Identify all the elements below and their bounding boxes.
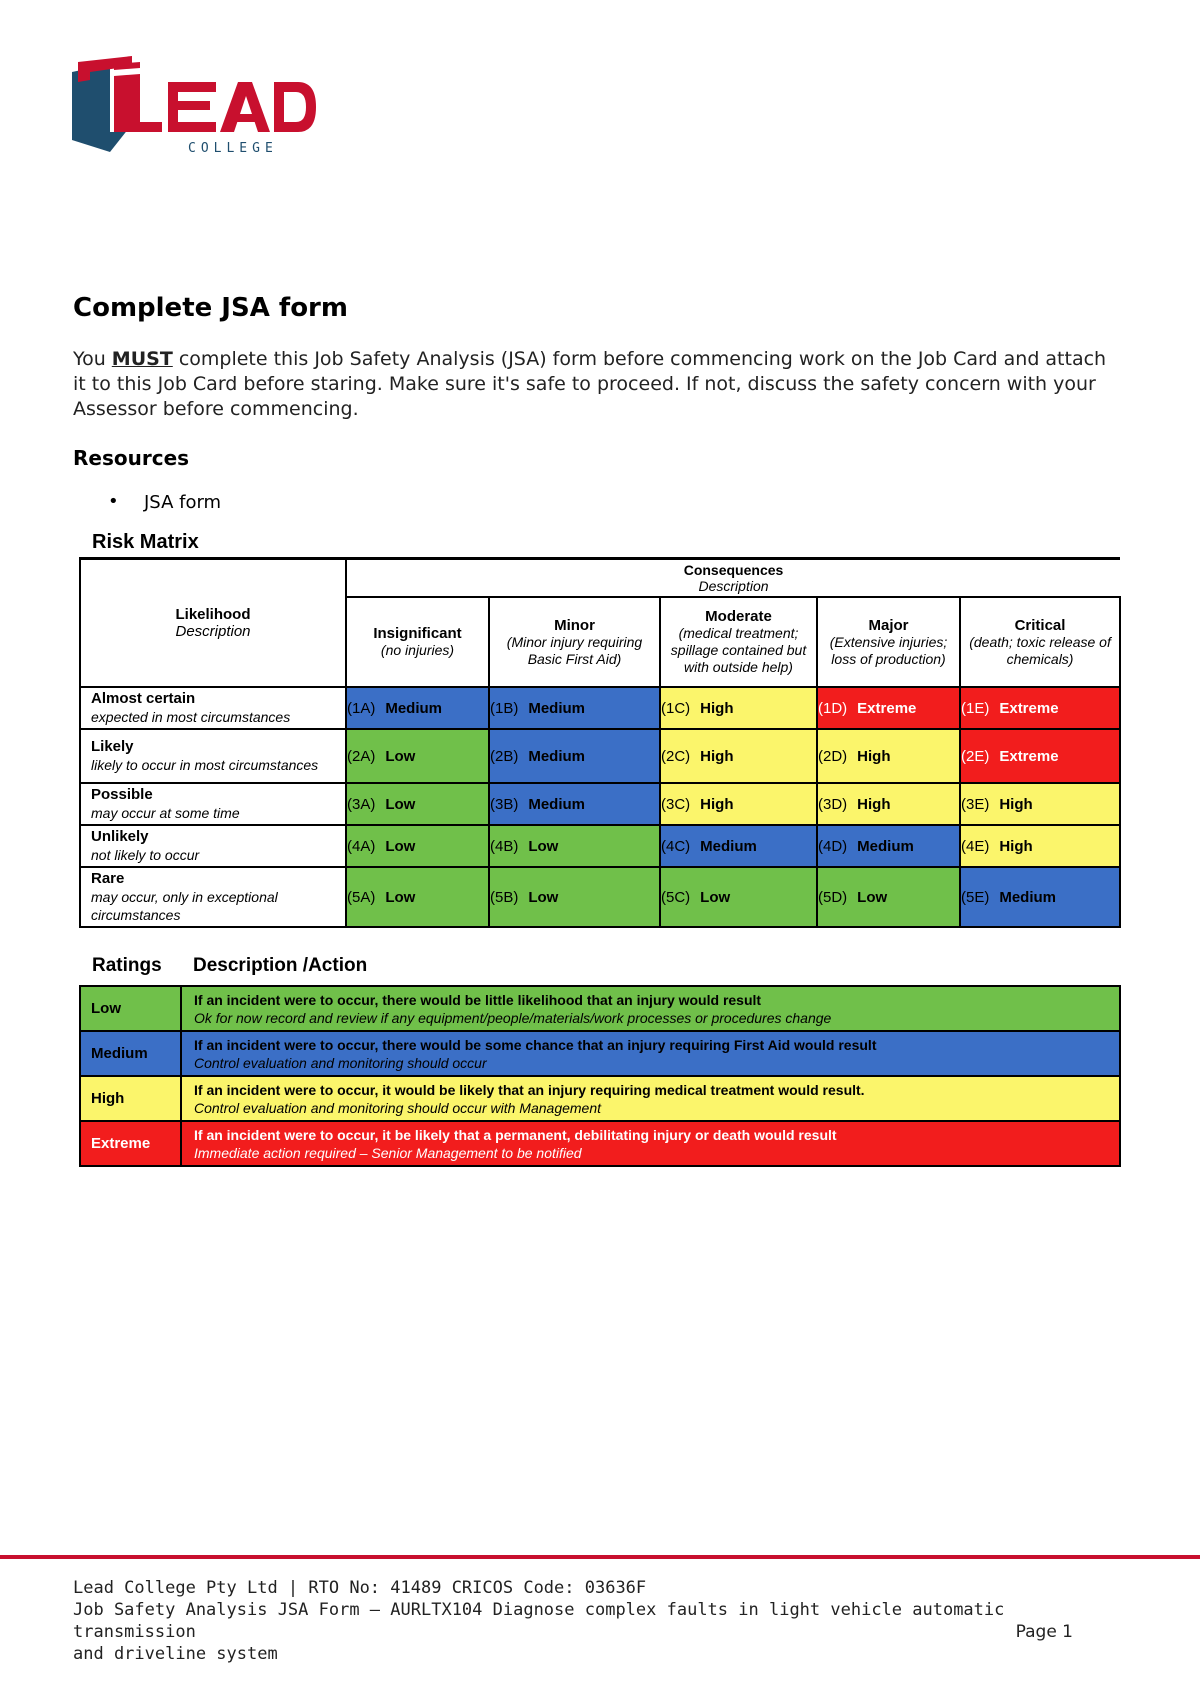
risk-code: (2C) bbox=[661, 747, 691, 765]
risk-level: Medium bbox=[528, 747, 586, 765]
ratings-table bbox=[79, 985, 1121, 1167]
resources-list bbox=[108, 492, 221, 513]
risk-code: (3B) bbox=[490, 795, 519, 813]
risk-code: (2B) bbox=[490, 747, 519, 765]
footer-form-title: Job Safety Analysis JSA Form – AURLTX104 Diagnose complex faults in light vehicle automatic transmission bbox=[73, 1600, 1005, 1642]
risk-code: (3A) bbox=[347, 795, 376, 813]
matrix-row bbox=[80, 783, 1120, 825]
risk-cell bbox=[960, 867, 1120, 927]
risk-cell bbox=[817, 783, 960, 825]
risk-level: High bbox=[700, 747, 734, 765]
description-col-label: Description /Action bbox=[193, 955, 368, 976]
consequence-col-insignificant: Insignificant (no injuries) bbox=[346, 597, 489, 687]
risk-level: Low bbox=[700, 888, 731, 906]
risk-level: Low bbox=[385, 888, 416, 906]
risk-cell bbox=[660, 783, 817, 825]
rating-name: Low bbox=[80, 986, 181, 1031]
risk-cell bbox=[960, 687, 1120, 729]
risk-level: Low bbox=[528, 888, 559, 906]
resources-heading: Resources bbox=[73, 446, 190, 470]
ratings-col-label: Ratings bbox=[92, 955, 162, 976]
likelihood-label: Possible may occur at some time bbox=[80, 783, 346, 825]
risk-code: (1E) bbox=[961, 699, 990, 717]
risk-code: (2E) bbox=[961, 747, 990, 765]
rating-row-extreme bbox=[80, 1121, 1120, 1166]
rating-name: High bbox=[80, 1076, 181, 1121]
rating-row-low bbox=[80, 986, 1120, 1031]
risk-level: Medium bbox=[999, 888, 1057, 906]
risk-cell bbox=[346, 729, 489, 783]
consequence-col-minor: Minor (Minor injury requiring Basic First Aid) bbox=[489, 597, 660, 687]
risk-level: Low bbox=[528, 837, 559, 855]
risk-code: (4C) bbox=[661, 837, 691, 855]
risk-level: High bbox=[857, 747, 891, 765]
risk-cell bbox=[817, 867, 960, 927]
rating-description: If an incident were to occur, there would be some chance that an injury requiring First Aid would result Control evaluation and monitoring should occur bbox=[181, 1031, 1120, 1076]
risk-cell bbox=[489, 729, 660, 783]
likelihood-label: Unlikely not likely to occur bbox=[80, 825, 346, 867]
risk-code: (4D) bbox=[818, 837, 848, 855]
risk-code: (5D) bbox=[818, 888, 848, 906]
risk-cell bbox=[960, 825, 1120, 867]
risk-code: (4A) bbox=[347, 837, 376, 855]
page-title: Complete JSA form bbox=[73, 293, 348, 323]
ratings-header bbox=[92, 955, 367, 977]
rating-row-high bbox=[80, 1076, 1120, 1121]
risk-code: (1B) bbox=[490, 699, 519, 717]
risk-cell bbox=[660, 687, 817, 729]
risk-code: (3E) bbox=[961, 795, 990, 813]
matrix-row bbox=[80, 687, 1120, 729]
risk-code: (5C) bbox=[661, 888, 691, 906]
consequence-col-critical: Critical (death; toxic release of chemicals) bbox=[960, 597, 1120, 687]
risk-cell bbox=[817, 825, 960, 867]
risk-code: (5E) bbox=[961, 888, 990, 906]
risk-level: Medium bbox=[700, 837, 757, 855]
intro-paragraph: You MUST complete this Job Safety Analysis (JSA) form before commencing work on the Job Card and attach it to this Job Card before staring. Make sure it's safe to proceed. If not, discuss the safety concern with your Assessor before commencing. bbox=[73, 348, 1107, 420]
svg-text:COLLEGE: COLLEGE bbox=[188, 141, 278, 156]
consequences-header: Consequences Description bbox=[346, 559, 1120, 598]
risk-cell bbox=[660, 729, 817, 783]
risk-code: (5A) bbox=[347, 888, 376, 906]
risk-level: Medium bbox=[385, 699, 443, 717]
matrix-row bbox=[80, 867, 1120, 927]
risk-level: Low bbox=[857, 888, 888, 906]
risk-level: Low bbox=[385, 747, 416, 765]
likelihood-label: Likely likely to occur in most circumstances bbox=[80, 729, 346, 783]
risk-cell bbox=[346, 783, 489, 825]
risk-cell bbox=[346, 687, 489, 729]
likelihood-label: Almost certain expected in most circumstances bbox=[80, 687, 346, 729]
must-emphasis: MUST bbox=[111, 348, 173, 370]
rating-name: Medium bbox=[80, 1031, 181, 1076]
rating-description: If an incident were to occur, it would be likely that an injury requiring medical treatment would result. Control evaluation and monitoring should occur with Management bbox=[181, 1076, 1120, 1121]
risk-cell bbox=[489, 825, 660, 867]
footer-divider bbox=[0, 1555, 1200, 1559]
risk-cell bbox=[660, 825, 817, 867]
risk-level: High bbox=[999, 795, 1033, 813]
risk-cell bbox=[346, 867, 489, 927]
lead-college-logo bbox=[70, 52, 320, 164]
risk-code: (2D) bbox=[818, 747, 848, 765]
risk-level: Medium bbox=[528, 699, 586, 717]
risk-cell bbox=[346, 825, 489, 867]
risk-level: Extreme bbox=[999, 747, 1059, 765]
rating-row-medium bbox=[80, 1031, 1120, 1076]
risk-cell bbox=[489, 783, 660, 825]
rating-description: If an incident were to occur, there would be little likelihood that an injury would result Ok for now record and review if any equipment/people/materials/work processes or procedures change bbox=[181, 986, 1120, 1031]
risk-cell bbox=[960, 783, 1120, 825]
risk-code: (3C) bbox=[661, 795, 691, 813]
likelihood-label: Rare may occur, only in exceptional circumstances bbox=[80, 867, 346, 927]
risk-level: Low bbox=[385, 795, 416, 813]
risk-level: Extreme bbox=[857, 699, 917, 717]
risk-level: High bbox=[700, 795, 734, 813]
risk-level: Low bbox=[385, 837, 416, 855]
risk-cell bbox=[817, 687, 960, 729]
footer-form-title-cont: and driveline system bbox=[73, 1644, 278, 1664]
matrix-row bbox=[80, 729, 1120, 783]
risk-matrix-table bbox=[79, 557, 1121, 928]
risk-level: Medium bbox=[528, 795, 586, 813]
risk-level: Extreme bbox=[999, 699, 1059, 717]
matrix-row bbox=[80, 825, 1120, 867]
risk-code: (1A) bbox=[347, 699, 376, 717]
rating-description: If an incident were to occur, it be likely that a permanent, debilitating injury or death would result Immediate action required – Senior Management to be notified bbox=[181, 1121, 1120, 1166]
page-number: Page 1 bbox=[1015, 1622, 1073, 1642]
risk-cell bbox=[960, 729, 1120, 783]
page-footer bbox=[73, 1577, 1073, 1665]
risk-code: (4B) bbox=[490, 837, 519, 855]
risk-level: High bbox=[700, 699, 734, 717]
risk-code: (1C) bbox=[661, 699, 691, 717]
risk-code: (5B) bbox=[490, 888, 519, 906]
risk-level: High bbox=[857, 795, 891, 813]
risk-cell bbox=[660, 867, 817, 927]
risk-code: (2A) bbox=[347, 747, 376, 765]
risk-cell bbox=[489, 867, 660, 927]
risk-matrix-title: Risk Matrix bbox=[92, 531, 199, 553]
risk-level: High bbox=[999, 837, 1033, 855]
consequence-col-moderate: Moderate (medical treatment; spillage contained but with outside help) bbox=[660, 597, 817, 687]
risk-cell bbox=[817, 729, 960, 783]
risk-code: (1D) bbox=[818, 699, 848, 717]
rating-name: Extreme bbox=[80, 1121, 181, 1166]
risk-cell bbox=[489, 687, 660, 729]
footer-company: Lead College Pty Ltd | RTO No: 41489 CRICOS Code: 03636F bbox=[73, 1578, 647, 1598]
risk-level: Medium bbox=[857, 837, 914, 855]
consequence-col-major: Major (Extensive injuries; loss of production) bbox=[817, 597, 960, 687]
likelihood-header: Likelihood Description bbox=[80, 559, 346, 688]
resource-item: • JSA form bbox=[108, 492, 221, 513]
risk-code: (3D) bbox=[818, 795, 848, 813]
risk-code: (4E) bbox=[961, 837, 990, 855]
